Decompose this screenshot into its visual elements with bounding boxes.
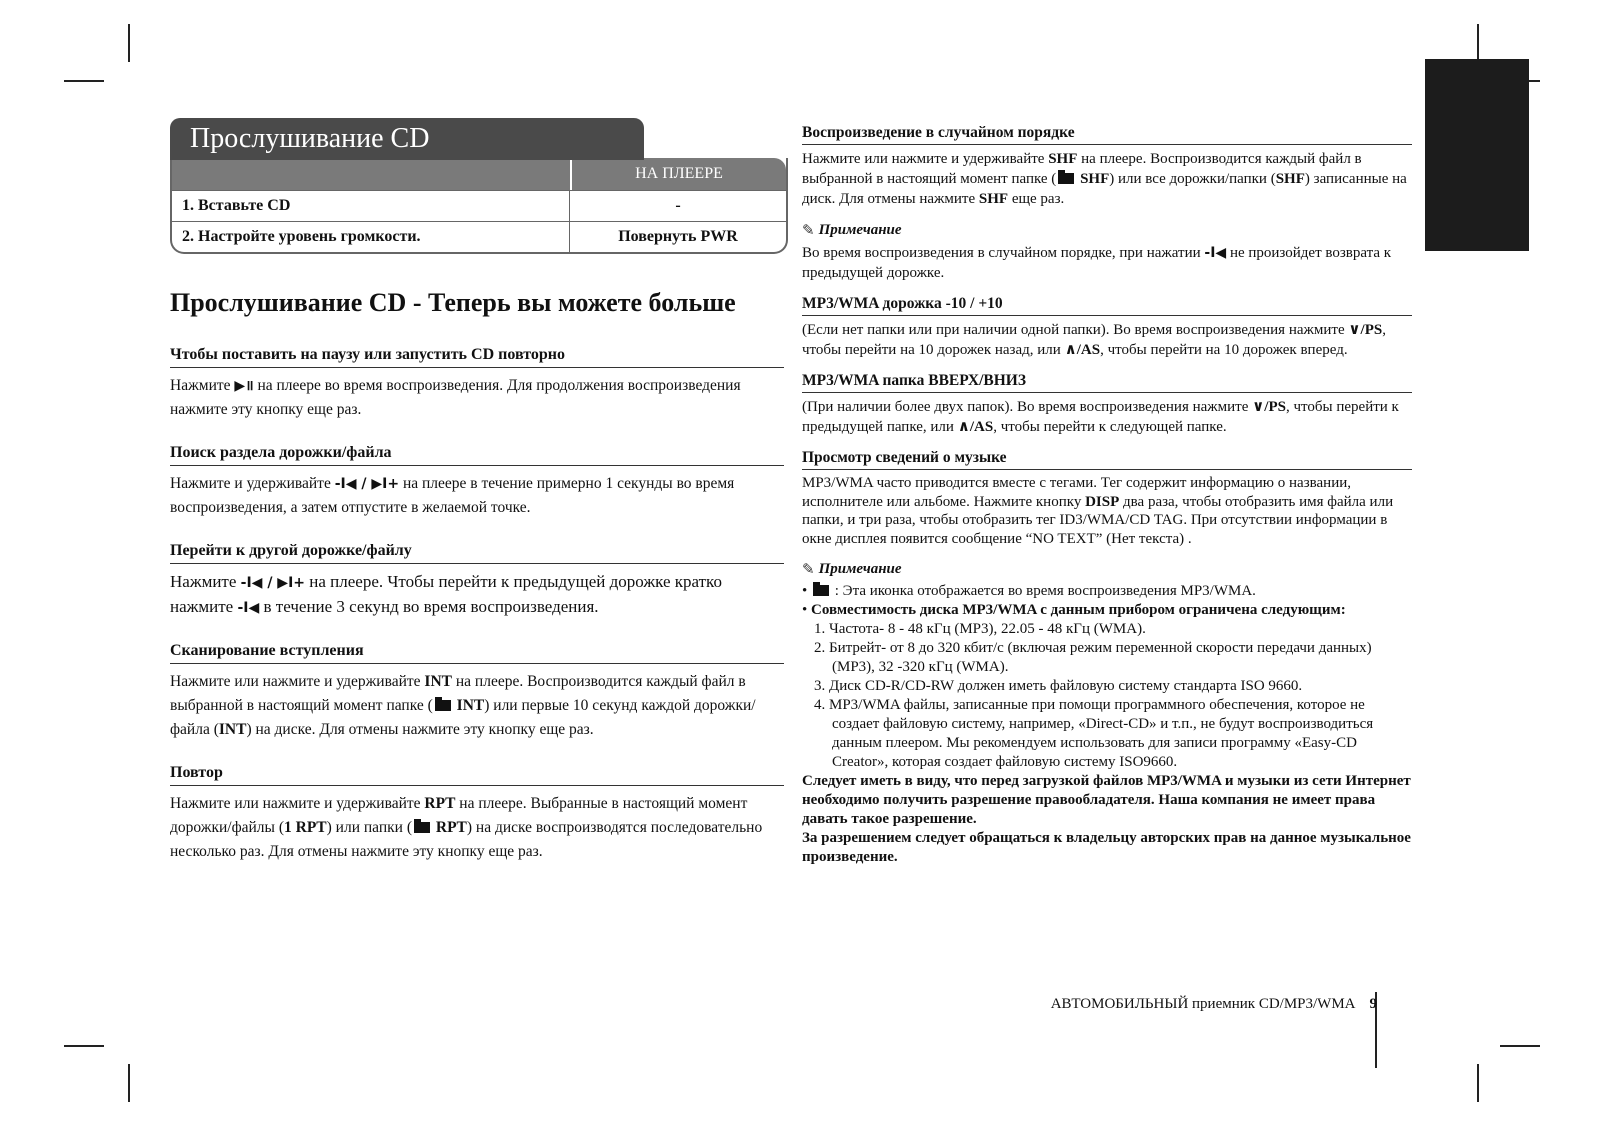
list-item: 1. Частота- 8 - 48 кГц (MP3), 22.05 - 48 кГц (WMA). (814, 621, 1146, 637)
table-step: 2. Настройте уровень громкости. (172, 222, 570, 252)
footer (1051, 996, 1377, 1013)
page-number: 9 (1369, 996, 1377, 1012)
section-text-folder-nav: (При наличии более двух папок). Во время воспроизведения нажмите ∨/PS, чтобы перейти к предыдущей папке, или ∧/AS, чтобы перейти к следующей папке. (802, 399, 1399, 435)
note-bullet: • : Эта иконка отображается во время воспроизведения MP3/WMA. (802, 583, 1256, 599)
crop-mark (128, 24, 130, 62)
footer-text: АВТОМОБИЛЬНЫЙ приемник CD/MP3/WMA (1050, 996, 1356, 1012)
prev-icon: -I◀ (237, 600, 260, 616)
note-heading: ✎ Примечание (802, 560, 902, 578)
crop-mark (64, 1045, 104, 1047)
copyright-warning: Следует иметь в виду, что перед загрузкой файлов MP3/WMA и музыки из сети Интернет необходимо получить разрешение правообладателя. Наша компания не имеет права давать такое разрешение. (802, 773, 1411, 827)
section-title-track-jump: MP3/WMA дорожка -10 / +10 (802, 295, 1412, 316)
table-header (172, 158, 786, 190)
pushpin-icon: ✎ (802, 560, 815, 578)
prev-icon: -I◀ (1204, 245, 1227, 261)
folder-icon (813, 585, 829, 596)
section-text-skip: Нажмите -I◀ / ▶I+ на плеере. Чтобы перейти к предыдущей дорожке кратко нажмите -I◀ в течение 3 секунд во время воспроизведения. (170, 572, 722, 616)
table-action: Повернуть PWR (618, 228, 738, 245)
list-item: 4. MP3/WMA файлы, записанные при помощи программного обеспечения, которое не создает файловую систему, например, «Direct-CD» и т.п., не будут воспроизводиться данным плеером. Мы рекомендуем использовать для записи программу «Easy-CD Creator», которая создает файловую систему ISO9660. (814, 697, 1374, 770)
section-title-repeat: Повтор (170, 764, 784, 786)
section-title-pause: Чтобы поставить на паузу или запустить CD повторно (170, 346, 784, 368)
crop-mark (1477, 24, 1479, 62)
section-title-music-info: Просмотр сведений о музыке (802, 449, 1412, 470)
note-text-shuffle: Во время воспроизведения в случайном порядке, при нажатии -I◀ не произойдет возврата к предыдущей дорожке. (802, 245, 1392, 281)
crop-mark (64, 80, 104, 82)
table-col-header: НА ПЛЕЕРЕ (570, 158, 786, 190)
section-text-pause: Нажмите ▶॥ на плеере во время воспроизведения. Для продолжения воспроизведения нажмите эту кнопку еще раз. (170, 377, 741, 418)
section-text-search: Нажмите и удерживайте -I◀ / ▶I+ на плеере в течение примерно 1 секунды во время воспроизведения, а затем отпустите в желаемой точке. (170, 475, 735, 516)
section-title-search: Поиск раздела дорожки/файла (170, 444, 784, 466)
section-title-shuffle: Воспроизведение в случайном порядке (802, 124, 1412, 145)
left-column (170, 118, 784, 886)
list-item: 3. Диск CD-R/CD-RW должен иметь файловую систему стандарта ISO 9660. (814, 678, 1303, 694)
main-heading: Прослушивание CD - Теперь вы можете больше (170, 288, 736, 317)
note-heading: ✎ Примечание (802, 221, 902, 239)
list-item: 2. Битрейт- от 8 до 320 кбит/с (включая режим переменной скорости передачи данных)(MP3), 32 -320 кГц (WMA). (814, 640, 1372, 675)
play-pause-icon: ▶॥ (234, 378, 254, 394)
table-action: - (675, 197, 681, 214)
section-text-repeat: Нажмите или нажмите и удерживайте RPT на плеере. Выбранные в настоящий момент дорожки/файлы (1 RPT) или папки ( RPT) на диске воспроизводятся последовательно несколько раз. Для отмены нажмите эту кнопку еще раз. (170, 795, 763, 860)
note-bullet: • Совместимость диска MP3/WMA с данным прибором ограничена следующим: (802, 602, 1346, 618)
folder-icon (1058, 173, 1074, 184)
crop-mark (1500, 1045, 1540, 1047)
table-title: Прослушивание CD (170, 118, 644, 160)
section-title-skip: Перейти к другой дорожке/файлу (170, 542, 784, 564)
folder-icon (414, 822, 430, 833)
crop-mark (1477, 1064, 1479, 1102)
section-text-music-info: MP3/WMA часто приводится вместе с тегами. Тег содержит информацию о названии, исполнителе или альбоме. Нажмите кнопку DISP два раза, чтобы отобразить имя файла или папки, и три раза, чтобы отобразить тег ID3/WMA/CD TAG. При отсутствии информации в окне дисплея появится сообщение “NO TEXT” (Нет текста) . (802, 475, 1394, 547)
table-row (172, 190, 786, 221)
crop-mark (128, 1064, 130, 1102)
table-step: 1. Вставьте CD (172, 191, 570, 221)
skip-buttons-icon: -I◀ / ▶I+ (240, 575, 306, 591)
folder-icon (435, 700, 451, 711)
section-text-shuffle: Нажмите или нажмите и удерживайте SHF на плеере. Воспроизводится каждый файл в выбранной в настоящий момент папке ( SHF) или все дорожки/папки (SHF) записанные на диск. Для отмены нажмите SHF еще раз. (802, 151, 1407, 207)
copyright-warning: За разрешением следует обращаться к владельцу авторских прав на данное музыкальное произведение. (802, 830, 1411, 865)
section-text-intro-scan: Нажмите или нажмите и удерживайте INT на плеере. Воспроизводится каждый файл в выбранной в настоящий момент папке ( INT) или первые 10 секунд каждой дорожки/файла (INT) на диске. Для отмены нажмите эту кнопку еще раз. (170, 673, 756, 738)
skip-buttons-icon: -I◀ / ▶I+ (334, 476, 400, 492)
table-header-blank (172, 158, 570, 190)
steps-table (170, 158, 788, 254)
section-title-intro-scan: Сканирование вступления (170, 642, 784, 664)
right-column (802, 124, 1412, 867)
pushpin-icon: ✎ (802, 221, 815, 239)
section-tab (1425, 59, 1529, 251)
section-title-folder-nav: MP3/WMA папка ВВЕРХ/ВНИЗ (802, 372, 1412, 393)
table-row (172, 221, 786, 252)
section-text-track-jump: (Если нет папки или при наличии одной папки). Во время воспроизведения нажмите ∨/PS, чтобы перейти на 10 дорожек назад, или ∧/AS, чтобы перейти на 10 дорожек вперед. (802, 322, 1386, 358)
